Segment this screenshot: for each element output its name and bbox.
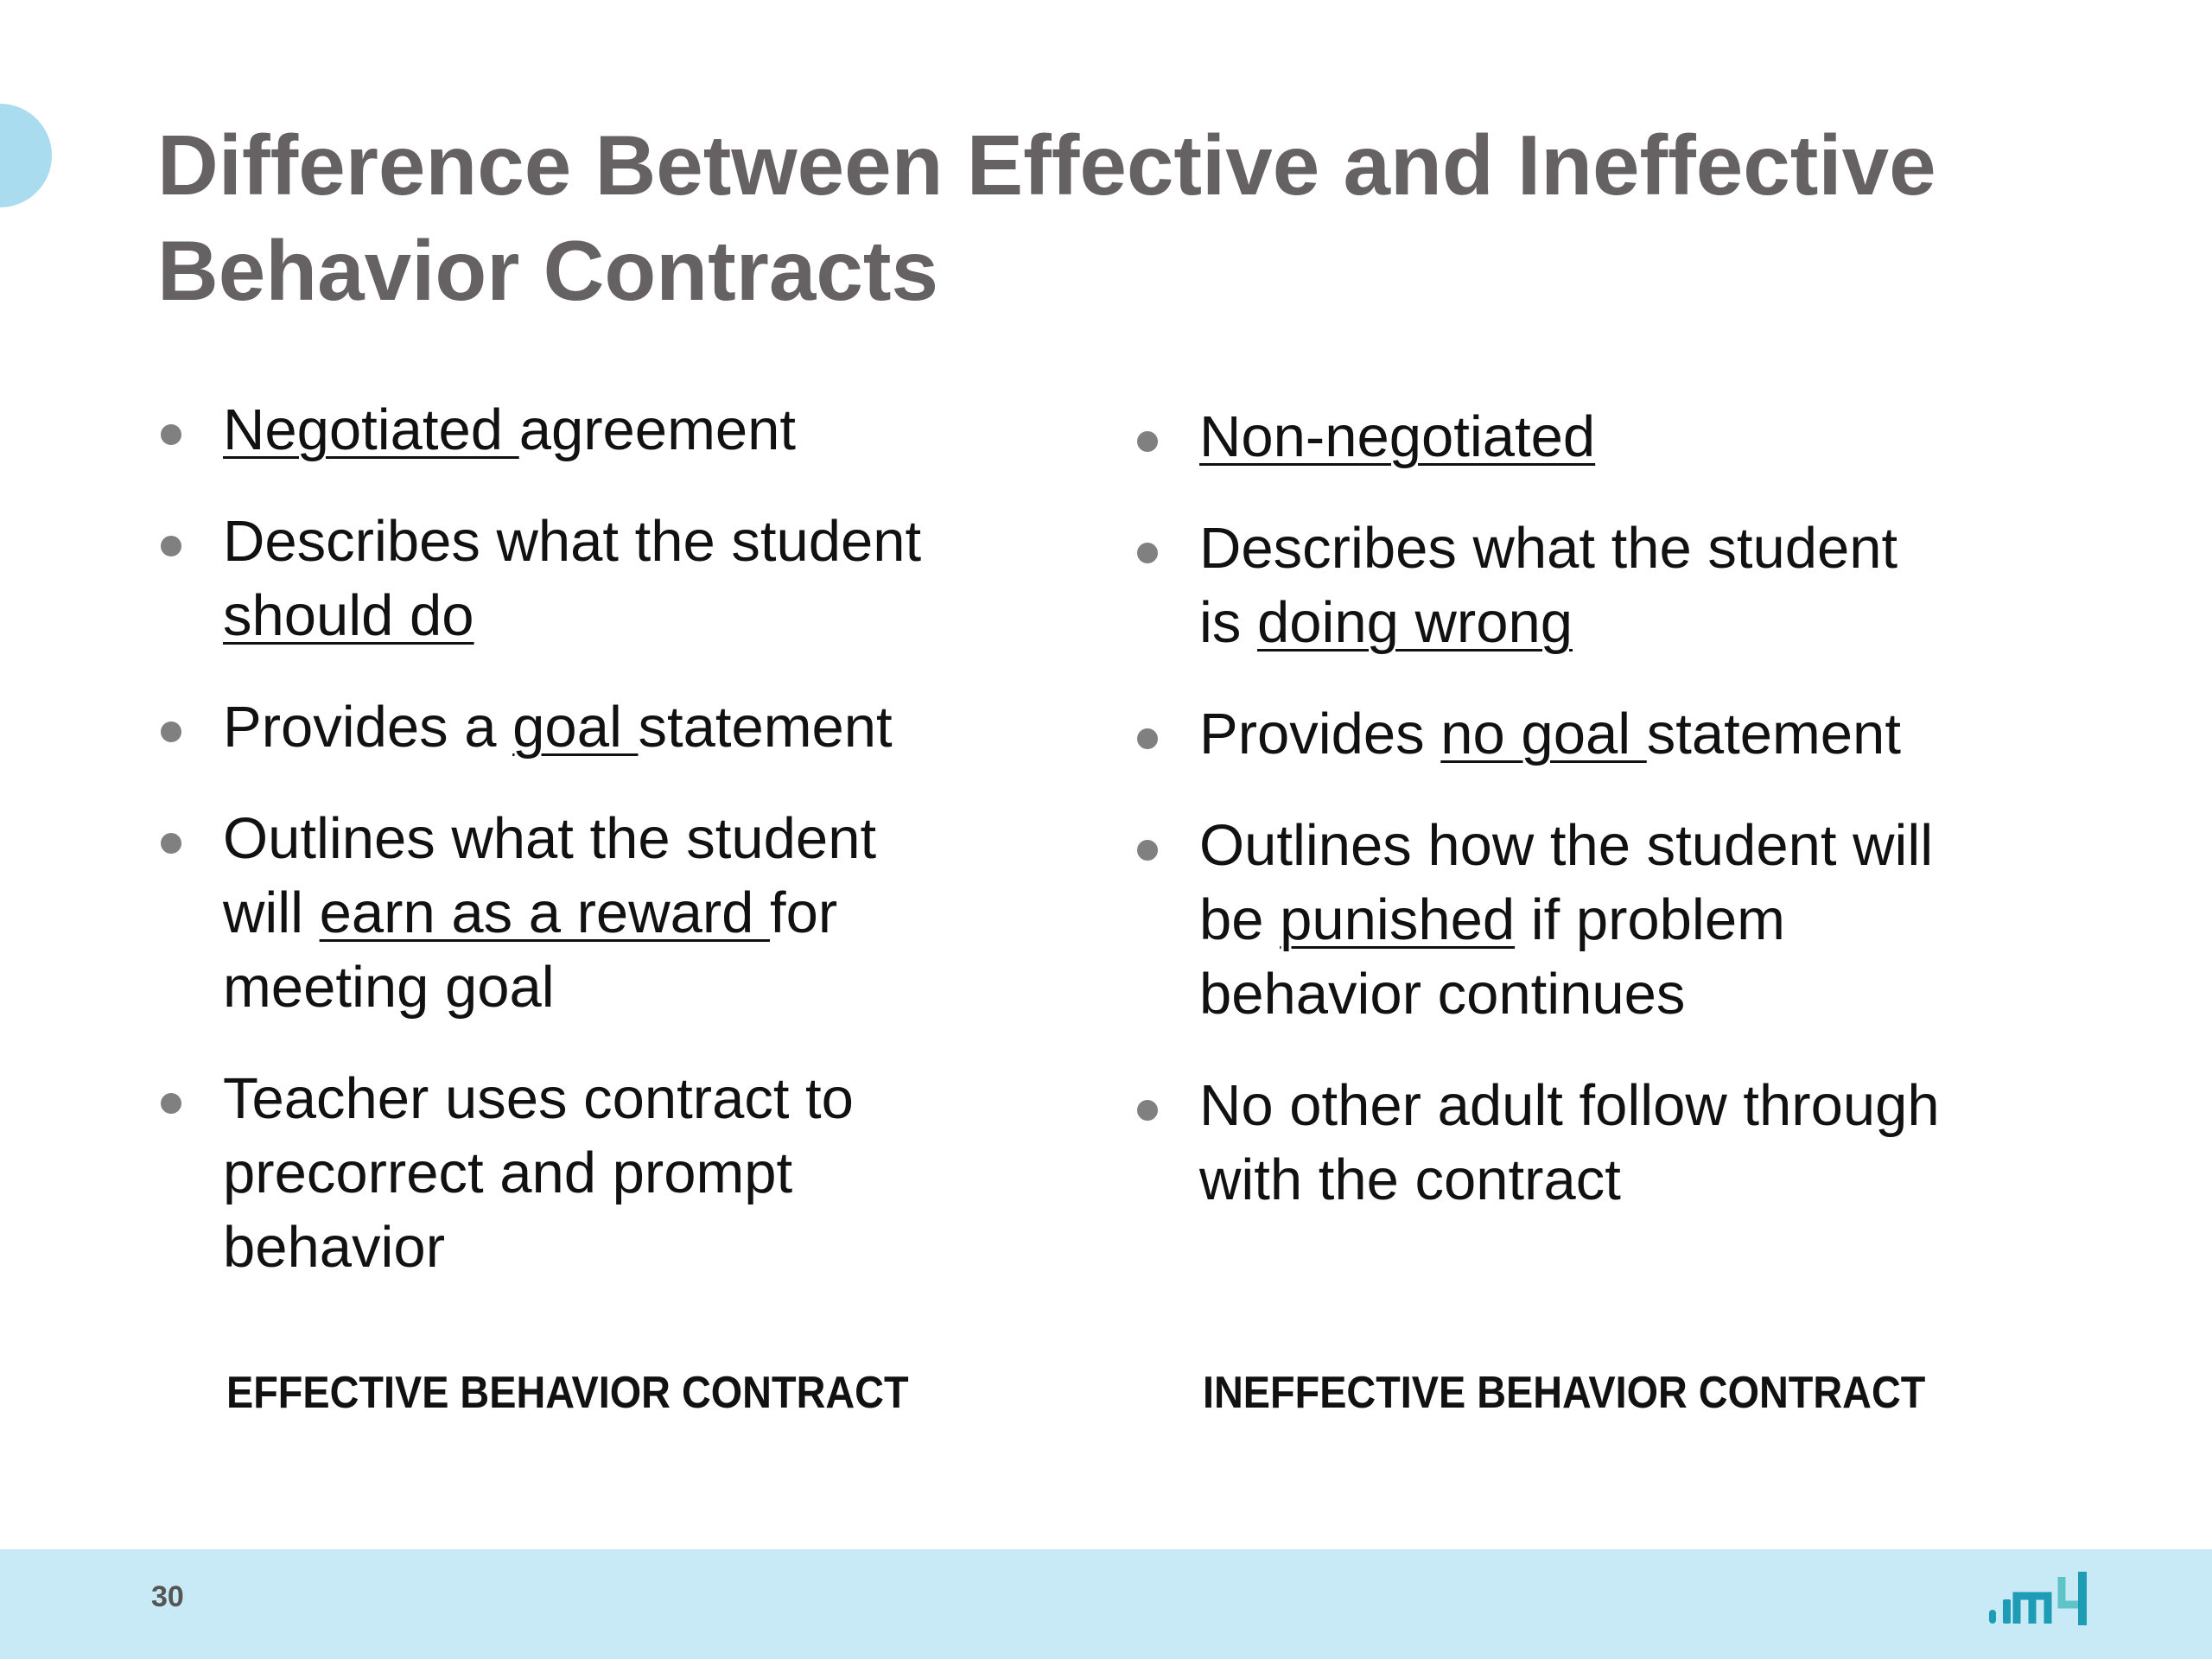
slide-title-line-2: Behavior Contracts	[157, 223, 939, 318]
text-segment: Outlines what the student will	[223, 806, 877, 945]
bullet-item	[157, 802, 1065, 1025]
bullet-text	[223, 695, 893, 760]
text-segment: agreement	[518, 397, 797, 462]
text-segment: No other adult follow through with the contract	[1199, 1073, 1940, 1212]
underlined-phrase: Non-negotiated	[1199, 404, 1596, 469]
underlined-phrase: goal	[512, 695, 639, 760]
ineffective-contract-list	[1134, 400, 2041, 1255]
bullet-dot-icon	[1137, 728, 1158, 749]
bullet-text	[1199, 404, 1595, 469]
bullet-item	[157, 690, 1065, 765]
bullet-text	[223, 509, 921, 648]
ineffective-contract-caption: INEFFECTIVE BEHAVIOR CONTRACT	[1203, 1368, 1926, 1418]
text-segment: Describes what the student	[223, 509, 922, 574]
effective-contract-caption: EFFECTIVE BEHAVIOR CONTRACT	[226, 1368, 909, 1418]
text-segment: Provides	[1199, 702, 1441, 766]
decorative-corner-circle	[0, 104, 52, 207]
bullet-item	[1134, 400, 2041, 474]
text-segment: Provides a	[223, 695, 513, 760]
bullet-text	[223, 397, 796, 462]
underlined-phrase: should do	[223, 583, 474, 648]
underlined-phrase: earn as a reward	[319, 880, 771, 945]
bullet-item	[1134, 697, 2041, 772]
bullet-dot-icon	[161, 833, 181, 854]
slide-title	[157, 112, 2101, 323]
bullet-text	[223, 806, 876, 1020]
bullet-dot-icon	[161, 721, 181, 742]
bullet-dot-icon	[161, 536, 181, 556]
bullet-text	[1199, 1073, 1940, 1212]
underlined-phrase: doing wrong	[1257, 590, 1573, 655]
slide-number: 30	[151, 1580, 184, 1613]
bullet-text	[1199, 516, 1897, 655]
text-segment: statement	[1646, 702, 1901, 766]
text-segment: Outlines how the student will be	[1199, 813, 1934, 952]
bullet-dot-icon	[161, 424, 181, 445]
bullet-item	[1134, 512, 2041, 660]
bullet-item	[1134, 1069, 2041, 1217]
text-segment: for meeting goal	[223, 880, 838, 1020]
underlined-phrase: no goal	[1440, 702, 1647, 766]
slide-title-line-1: Difference Between Effective and Ineffective	[157, 118, 1936, 213]
m4-bars-logo-icon	[1987, 1567, 2108, 1636]
text-segment: if problem behavior continues	[1199, 887, 1785, 1027]
underlined-phrase: punished	[1280, 887, 1516, 952]
text-segment: statement	[638, 695, 893, 760]
footer-band	[0, 1549, 2212, 1659]
bullet-text	[1199, 702, 1901, 766]
text-segment: Describes what the student is	[1199, 516, 1898, 655]
bullet-dot-icon	[1137, 431, 1158, 452]
bullet-text	[223, 1066, 854, 1280]
text-segment: Teacher uses contract to precorrect and prompt behavior	[223, 1066, 854, 1280]
bullet-item	[157, 505, 1065, 653]
bullet-item	[1134, 809, 2041, 1032]
effective-contract-list	[157, 393, 1065, 1322]
bullet-item	[157, 393, 1065, 467]
bullet-dot-icon	[1137, 840, 1158, 861]
bullet-dot-icon	[161, 1093, 181, 1114]
bullet-dot-icon	[1137, 1100, 1158, 1121]
bullet-item	[157, 1062, 1065, 1285]
bullet-text	[1199, 813, 1933, 1027]
bullet-dot-icon	[1137, 543, 1158, 563]
underlined-phrase: Negotiated	[223, 397, 519, 462]
